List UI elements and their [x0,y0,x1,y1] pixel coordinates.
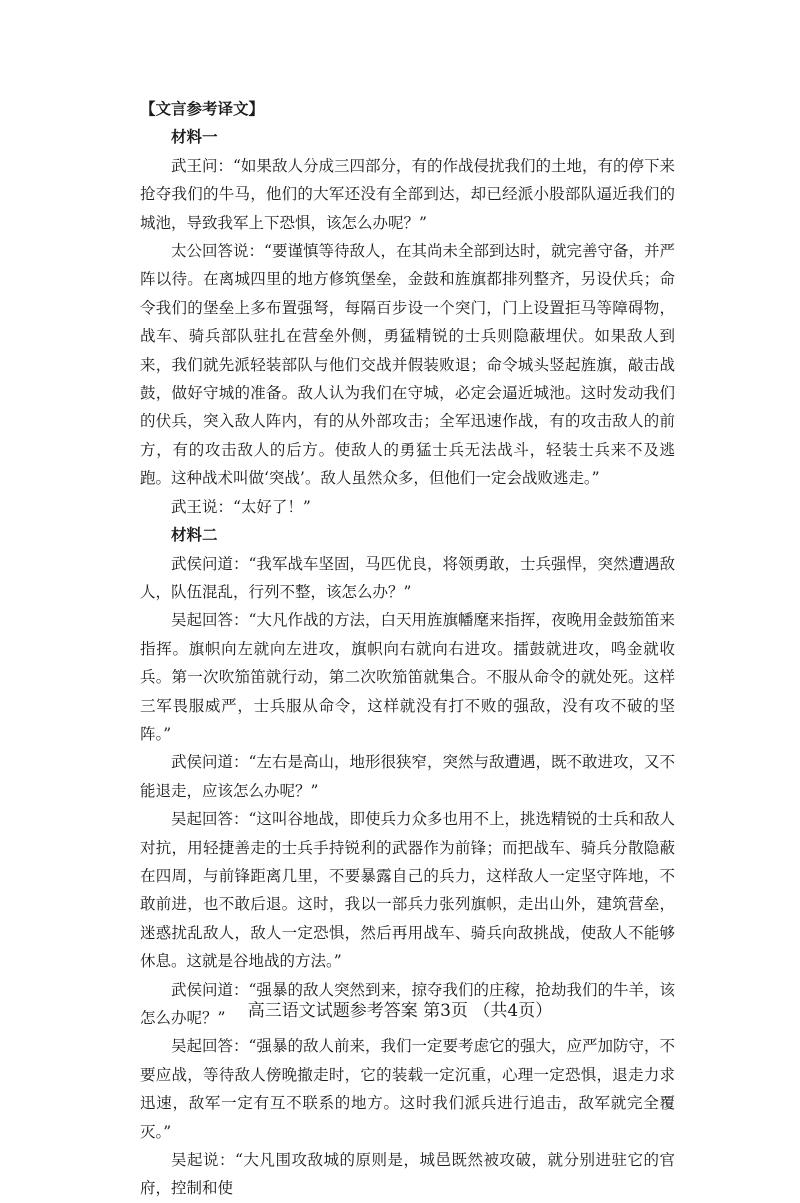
paragraph: 武侯问道：“左右是高山，地形很狭窄，突然与敌遭遇，既不敢进攻，又不能退走，应该怎么办呢？” [140,753,675,800]
paragraph: 吴起回答：“大凡作战的方法，白天用旌旗幡麾来指挥，夜晚用金鼓笳笛来指挥。旗帜向左就向左进攻，旗帜向右就向右进攻。擂鼓就进攻，鸣金就收兵。第一次吹笳笛就行动，第二次吹笳笛就集合。不服从命令的就处死。这样三军畏服威严，士兵服从命令，这样就没有打不败的强敌，没有攻不破的坚阵。” [140,611,675,743]
section-heading-2: 材料二 [171,525,218,545]
section-heading-1: 材料一 [171,127,218,147]
paragraph: 武王问：“如果敌人分成三四部分，有的作战侵扰我们的土地，有的停下来抢夺我们的牛马，他们的大军还没有全部到达，却已经派小股部队逼近我们的城池，导致我军上下恐惧，该怎么办呢？” [140,156,675,232]
document-body [140,95,675,1203]
paragraph: 吴起回答：“这叫谷地战，即使兵力众多也用不上，挑选精锐的士兵和敌人对抗，用轻捷善走的士兵手持锐利的武器作为前锋；而把战车、骑兵分散隐蔽在四周，与前锋距离几里，不要暴露自己的兵力，这样敌人一定坚守阵地，不敢前进，也不敢后退。这时，我以一部兵力张列旗帜，走出山外，建筑营垒，迷惑扰乱敌人，敌人一定恐惧，然后再用战车、骑兵向敌挑战，使敌人不能够休息。这就是谷地战的方法。” [140,810,675,971]
paragraph: 吴起回答：“强暴的敌人前来，我们一定要考虑它的强大，应严加防守，不要应战，等待敌人傍晚撤走时，它的装载一定沉重，心理一定恐惧，退走力求迅速，敌军一定有互不联系的地方。这时我们派兵进行追击，敌军就完全覆灭。” [140,1037,675,1141]
paragraph: 武侯问道：“强暴的敌人突然到来，掠夺我们的庄稼，抢劫我们的牛羊，该怎么办呢？” [140,980,675,1027]
paragraph: 武王说：“太好了！” [171,497,311,516]
page-footer: 高三语文试题参考答案 第3页 （共4页） [247,1001,553,1021]
document-title: 【文言参考译文】 [140,99,265,118]
paragraph: 太公回答说：“要谨慎等待敌人，在其尚未全部到达时，就完善守备，并严阵以待。在离城四里的地方修筑堡垒，金鼓和旌旗都排列整齐，另设伏兵；命令我们的堡垒上多布置强弩，每隔百步设一个突门，门上设置拒马等障碍物，战车、骑兵部队驻扎在营垒外侧，勇猛精锐的士兵则隐蔽埋伏。如果敌人到来，我们就先派轻装部队与他们交战并假装败退；命令城头竖起旌旗，敲击战鼓，做好守城的准备。敌人认为我们在守城，必定会逼近城池。这时发动我们的伏兵，突入敌人阵内，有的从外部攻击；全军迅速作战，有的攻击敌人的前方，有的攻击敌人的后方。使敌人的勇猛士兵无法战斗，轻装士兵来不及逃跑。这种战术叫做‘突战’。敌人虽然众多，但他们一定会战败逃走。” [140,242,675,488]
paragraph: 吴起说：“大凡围攻敌城的原则是，城邑既然被攻破，就分别进驻它的官府，控制和使 [140,1151,675,1198]
paragraph: 武侯问道：“我军战车坚固，马匹优良，将领勇敢，士兵强悍，突然遭遇敌人，队伍混乱，行列不整，该怎么办？” [140,554,675,601]
